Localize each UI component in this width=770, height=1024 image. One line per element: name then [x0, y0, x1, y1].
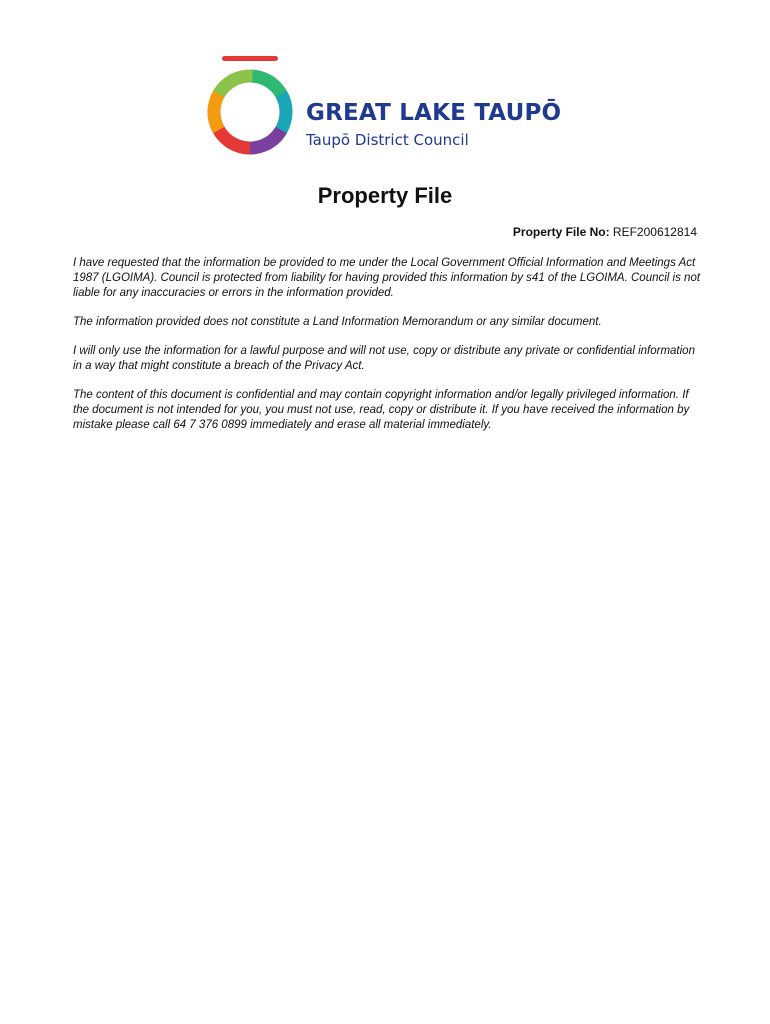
disclaimer-text — [73, 256, 703, 447]
property-file-number — [513, 224, 697, 240]
disclaimer-paragraph: The information provided does not constitute a Land Information Memorandum or any similar document. — [73, 316, 602, 328]
logo-subtitle: Taupō District Council — [306, 131, 469, 149]
lake-ring-logo-icon — [204, 56, 296, 160]
file-no-value: REF200612814 — [612, 225, 697, 239]
council-logo — [200, 56, 580, 160]
disclaimer-paragraph: The content of this document is confidential and may contain copyright information and/or legally privileged information. If the document is not intended for you, you must not use, read, copy or distribute it. If you have received the information by mistake please call 64 7 376 0899 immediately and erase all material immediately. — [73, 389, 690, 431]
disclaimer-paragraph: I will only use the information for a lawful purpose and will not use, copy or distribute any private or confidential information in a way that might constitute a breach of the Privacy Act. — [73, 345, 695, 372]
logo-text — [306, 100, 561, 150]
logo-name: GREAT LAKE TAUPŌ — [306, 100, 562, 126]
page-title: Property File — [317, 183, 453, 208]
disclaimer-paragraph: I have requested that the information be provided to me under the Local Government Official Information and Meetings Act 1987 (LGOIMA). Council is protected from liability for having provided this information by s41 of the LGOIMA. Council is not liable for any inaccuracies or errors in the information provided. — [73, 257, 701, 299]
file-no-label: Property File No: — [512, 225, 610, 239]
